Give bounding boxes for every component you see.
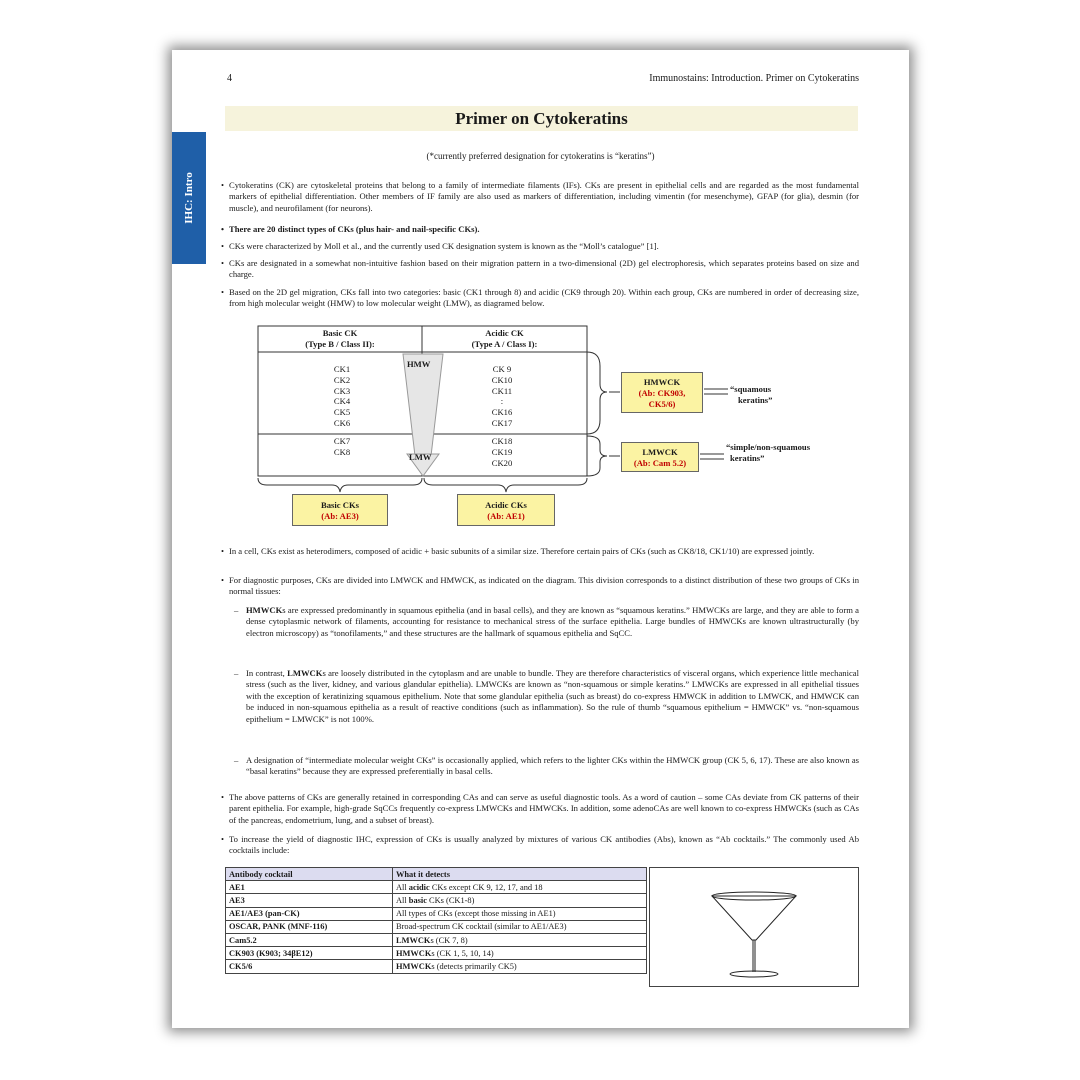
ck-item: CK11 <box>491 385 513 396</box>
basic-cks-title: Basic CKs <box>321 500 359 510</box>
table-row <box>226 933 647 946</box>
dash-text: s are expressed predominantly in squamous epithelia (and in basal cells), and they are known as “squamous keratins.” HMWCKs are large, and they are able to form a dense cytoplasmic network of filaments, accounting for resistance to mechanical stress of the surface epithelia. Large bundles of HMWCKs are known ultrastructurally (by electron microscopy) as “tonofilaments,” and these structures are the hallmark of squamous epithelia and SqCC. <box>246 605 859 638</box>
dash-paragraph: – A designation of “intermediate molecular weight CKs” is occasionally applied, which refers to the lighter CKs within the HMWCK group (CK 5, 6, 17). These are also known as “basal keratins” because they are expressed preferentially in basal cells. <box>246 755 859 778</box>
squamous-label-line1: “squamous <box>730 384 772 394</box>
ck-item: CK20 <box>491 457 513 468</box>
running-head: Immunostains: Introduction. Primer on Cytokeratins <box>649 73 859 84</box>
table-cell <box>393 907 647 920</box>
acidic-cks-antibody: (Ab: AE1) <box>487 511 525 521</box>
table-cell <box>393 894 647 907</box>
ck-item: CK7 <box>333 436 351 446</box>
table-row <box>226 907 647 920</box>
cell-text: s (detects primarily CK5) <box>431 961 517 971</box>
ck-item: CK18 <box>491 436 513 446</box>
ck-item: CK19 <box>491 446 513 457</box>
ck-item: CK 9 <box>492 364 512 374</box>
ck-item: CK16 <box>491 407 513 418</box>
simple-label-line1: “simple/non-squamous <box>726 442 811 452</box>
document-page <box>172 50 909 1028</box>
basic-ck-header: Basic CK <box>322 328 358 338</box>
hmwck-antibody: (Ab: CK903, <box>638 388 686 398</box>
table-row <box>226 881 647 894</box>
acidic-cks-title: Acidic CKs <box>485 500 527 510</box>
cell-text: CKs except CK 9, 12, 17, and 18 <box>429 882 543 892</box>
table-cell <box>393 881 647 894</box>
table-cell: Cam5.2 <box>226 933 393 946</box>
table-cell: AE1/AE3 (pan-CK) <box>226 907 393 920</box>
dash-pre: In contrast, <box>246 668 288 678</box>
cell-emphasis: LMWCK <box>396 935 431 945</box>
acidic-ck-header-sub: (Type A / Class I): <box>471 338 538 349</box>
table-cell <box>393 960 647 973</box>
simple-keratins-label <box>726 442 856 464</box>
cell-text: All types of CKs (except those missing in AE1) <box>396 909 556 919</box>
ck-item: CK10 <box>491 374 513 385</box>
table-row <box>226 920 647 933</box>
page-number: 4 <box>227 73 232 84</box>
table-cell: OSCAR, PANK (MNF-116) <box>226 920 393 933</box>
table-cell: AE1 <box>226 881 393 894</box>
table-cell: CK5/6 <box>226 960 393 973</box>
ck-item: CK2 <box>333 374 351 385</box>
bullet-paragraph: • CKs are designated in a somewhat non-intuitive fashion based on their migration pattern in a two-dimensional (2D) gel electrophoresis, which separates proteins based on size and charge. <box>229 258 859 281</box>
basic-ck-header-sub: (Type B / Class II): <box>305 338 375 349</box>
ck-item: CK3 <box>333 385 351 396</box>
simple-label-line2: keratins” <box>730 453 765 463</box>
lmwck-antibody: (Ab: Cam 5.2) <box>633 458 687 468</box>
hmwck-antibody-2: CK5/6) <box>648 399 676 409</box>
cell-text: s (CK 7, 8) <box>430 935 468 945</box>
page-title: Primer on Cytokeratins <box>225 106 858 131</box>
table-cell <box>393 920 647 933</box>
table-cell <box>393 933 647 946</box>
dash-paragraph <box>246 668 859 725</box>
emphasis: LMWCK <box>287 668 323 678</box>
table-cell <box>393 947 647 960</box>
ck-item: CK8 <box>333 446 351 457</box>
cell-text: All <box>396 882 409 892</box>
acidic-ck-header: Acidic CK <box>485 328 524 338</box>
cocktail-table <box>225 867 647 974</box>
bullet-paragraph: • The above patterns of CKs are generally retained in corresponding CAs and can serve as useful diagnostic tools. As a word of caution – some CAs deviate from CK patterns of their parent epithelia. For example, high-grade SqCCs frequently co-express LMWCKs and HMWCKs. In addition, some adenoCAs are well known to co-express HMWCKs (such as CAs of the pancreas, endometrium, lung, and a subset of breast). <box>229 792 859 826</box>
lmw-label: LMW <box>409 452 432 462</box>
lmwck-title: LMWCK <box>642 447 678 457</box>
bullet-paragraph: • Based on the 2D gel migration, CKs fall into two categories: basic (CK1 through 8) and acidic (CK9 through 20). Within each group, CKs are numbered in order of decreasing size, from high molecular weight (HMW) to low molecular weight (LMW), as diagramed below. <box>229 287 859 310</box>
squamous-keratins-label <box>730 384 820 406</box>
ck-item: CK5 <box>333 407 351 418</box>
bullet-paragraph: • For diagnostic purposes, CKs are divided into LMWCK and HMWCK, as indicated on the diagram. This division corresponds to a distinct distribution of these two groups of CKs in normal tissues: <box>229 575 859 598</box>
basic-cks-antibody: (Ab: AE3) <box>321 511 359 521</box>
cell-emphasis: HMWCK <box>396 948 432 958</box>
section-tab-label: IHC: Intro <box>183 172 195 224</box>
table-header-cell: Antibody cocktail <box>226 868 393 881</box>
bullet-paragraph: • To increase the yield of diagnostic IHC, expression of CKs is usually analyzed by mixtures of various CK antibodies (Abs), known as “Ab cocktails.” The commonly used Ab cocktails include: <box>229 834 859 857</box>
hmw-label: HMW <box>407 359 431 369</box>
cocktail-glass-illustration <box>649 867 859 987</box>
martini-glass-icon <box>650 868 858 986</box>
dash-text: s are loosely distributed in the cytoplasm and are unable to bundle. They are therefore characteristics of visceral organs, which experience little mechanical stress (such as the liver, kidney, and various glandular epithelia). LMWCKs are known as “non-squamous or simple keratins.” LMWCKs are expressed in all epithelial tissues with the exception of keratinizing squamous epithelium. Note that some glandular epithelia (such as breast) do co-express HMWCK in addition to LMWCK, and HMWCK can be induced in non-squamous epithelia as a result of reactive conditions (such as inflammation). So the rule of thumb “squamous epithelium = HMWCK” vs. “non-squamous epithelium = LMWCK” is not 100%. <box>246 668 859 724</box>
table-row <box>226 960 647 973</box>
table-cell: AE3 <box>226 894 393 907</box>
ck-item: CK4 <box>333 396 351 407</box>
cell-emphasis: acidic <box>408 882 430 892</box>
subtitle: (*currently preferred designation for cytokeratins is “keratins”) <box>426 151 655 161</box>
cell-text: CKs (CK1-8) <box>426 895 475 905</box>
dash-paragraph <box>246 605 859 639</box>
hmwck-title: HMWCK <box>643 377 681 387</box>
cell-text: All <box>396 895 409 905</box>
cell-text: Broad-spectrum CK cocktail (similar to AE1/AE3) <box>396 922 567 932</box>
ck-item: CK1 <box>333 364 351 374</box>
cell-emphasis: basic <box>408 895 427 905</box>
table-header-row <box>226 868 647 881</box>
ck-item: : <box>500 396 504 407</box>
squamous-label-line2: keratins” <box>738 395 773 405</box>
basic-cks-box <box>292 494 388 526</box>
cell-emphasis: HMWCK <box>396 961 432 971</box>
acidic-cks-box <box>457 494 555 526</box>
bullet-paragraph: • There are 20 distinct types of CKs (plus hair- and nail-specific CKs). <box>229 224 859 235</box>
hmwck-box <box>621 372 703 413</box>
table-header-cell: What it detects <box>393 868 647 881</box>
ck-item: CK6 <box>333 417 351 428</box>
ck-item: CK17 <box>491 417 513 428</box>
table-cell: CK903 (K903; 34βE12) <box>226 947 393 960</box>
table-row <box>226 947 647 960</box>
bullet-paragraph: • CKs were characterized by Moll et al., and the currently used CK designation system is known as the “Moll’s catalogue” [1]. <box>229 241 859 252</box>
table-row <box>226 894 647 907</box>
lmwck-box <box>621 442 699 472</box>
ck-diagram <box>227 324 867 529</box>
cell-text: s (CK 1, 5, 10, 14) <box>431 948 494 958</box>
bullet-paragraph: • Cytokeratins (CK) are cytoskeletal proteins that belong to a family of intermediate filaments (IFs). CKs are present in epithelial cells and are regarded as the most fundamental markers of epithelial differentiation. Other members of IF family are also used as markers of differentiation, including vimentin (for mesenchyme), GFAP (for glia), desmin (for muscle), and neurofilament (for neurons). <box>229 180 859 214</box>
bullet-paragraph: • In a cell, CKs exist as heterodimers, composed of acidic + basic subunits of a similar size. Therefore certain pairs of CKs (such as CK8/18, CK1/10) are expressed jointly. <box>229 546 859 557</box>
emphasis: HMWCK <box>246 605 283 615</box>
